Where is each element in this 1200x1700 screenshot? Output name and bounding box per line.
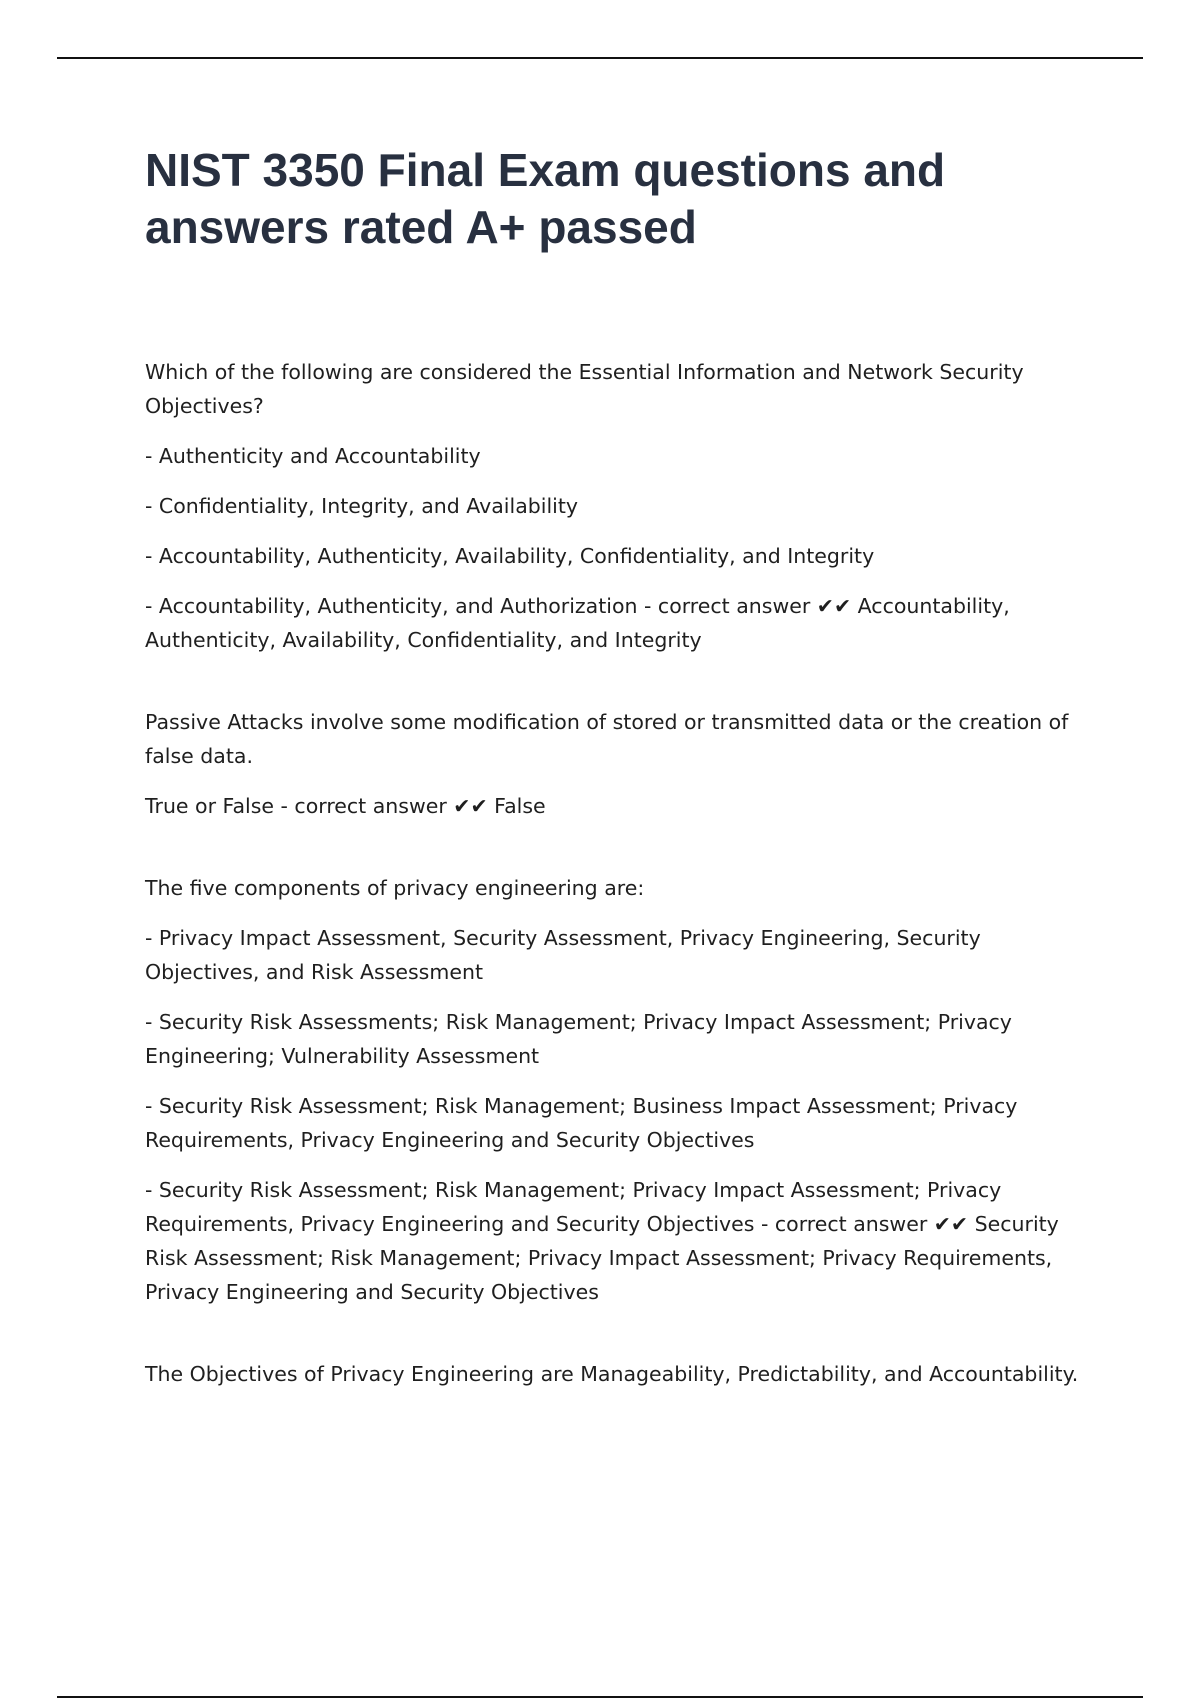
answer-option: - Security Risk Assessment; Risk Management; Business Impact Assessment; Privacy Requirements, Privacy Engineering and Security Objectives — [145, 1094, 1018, 1152]
answer-option: - Accountability, Authenticity, and Authorization - correct answer ✔✔ Accountability, Authenticity, Availability, Confidentiality, and Integrity — [145, 594, 1010, 652]
answer-option: - Security Risk Assessment; Risk Management; Privacy Impact Assessment; Privacy Requirements, Privacy Engineering and Security Objectives - correct answer ✔✔ Security Risk Assessment; Risk Management; Privacy Impact Assessment; Privacy Requirements, Privacy Engineering and Security Objectives — [145, 1178, 1059, 1304]
question-block-3 — [145, 871, 1095, 1309]
answer-option: - Privacy Impact Assessment, Security Assessment, Privacy Engineering, Security Objectives, and Risk Assessment — [145, 926, 981, 984]
question-text: Passive Attacks involve some modification of stored or transmitted data or the creation of false data. — [145, 710, 1069, 768]
question-block-1 — [145, 355, 1095, 657]
question-block-2 — [145, 705, 1095, 823]
question-text: The five components of privacy engineering are: — [145, 876, 645, 900]
document-title: NIST 3350 Final Exam questions and answers rated A+ passed — [145, 144, 946, 253]
question-block-4 — [145, 1357, 1095, 1391]
answer-option: - Confidentiality, Integrity, and Availability — [145, 494, 579, 518]
answer-option: - Authenticity and Accountability — [145, 444, 481, 468]
question-text: The Objectives of Privacy Engineering are Manageability, Predictability, and Accountability. — [145, 1362, 1079, 1386]
answer-option: True or False - correct answer ✔✔ False — [145, 794, 546, 818]
question-text: Which of the following are considered the Essential Information and Network Security Objectives? — [145, 360, 1024, 418]
answer-option: - Accountability, Authenticity, Availability, Confidentiality, and Integrity — [145, 544, 875, 568]
top-divider — [57, 57, 1143, 59]
bottom-divider — [57, 1696, 1143, 1698]
document-body — [145, 355, 1095, 1407]
answer-option: - Security Risk Assessments; Risk Management; Privacy Impact Assessment; Privacy Engineering; Vulnerability Assessment — [145, 1010, 1012, 1068]
